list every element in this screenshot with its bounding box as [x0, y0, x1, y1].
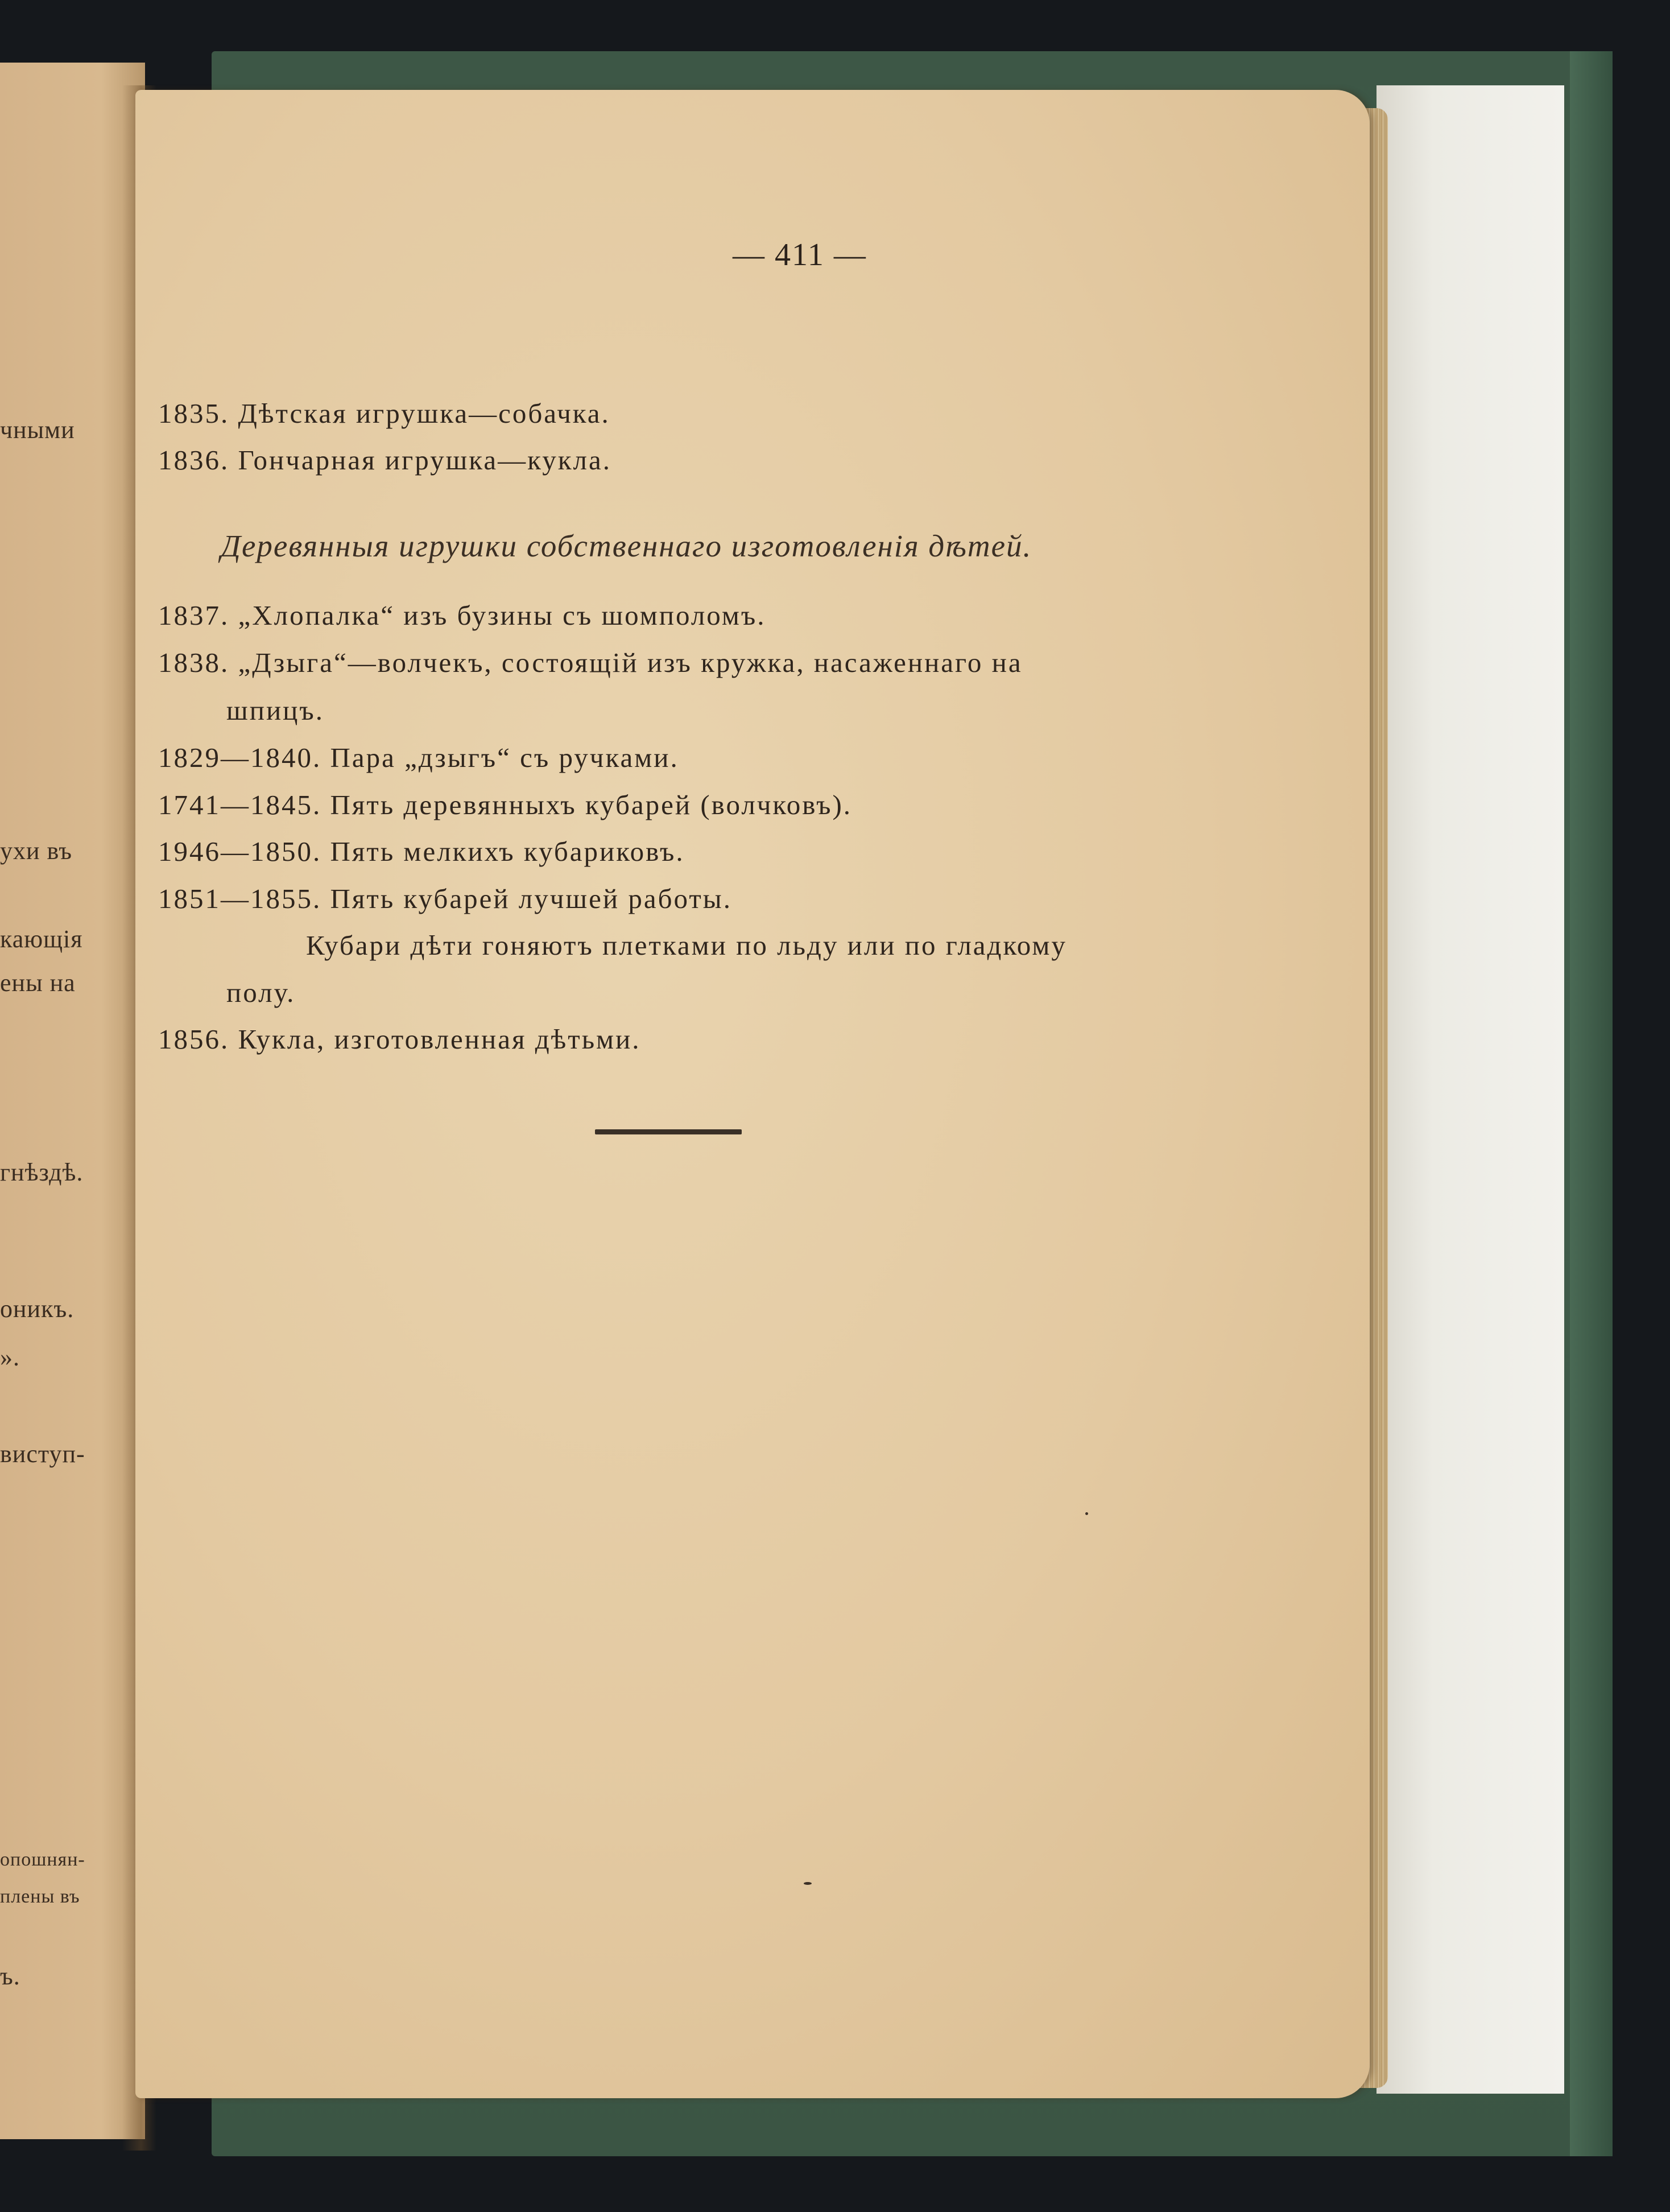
left-fragment: ».: [0, 1343, 20, 1371]
catalog-entry-1837: 1837. „Хлопалка“ изъ бузины съ шомполомъ.: [158, 600, 766, 631]
ink-speck: [1085, 1512, 1088, 1515]
catalog-entry-1839-1840: 1829—1840. Пара „дзыгъ“ съ ручками.: [158, 742, 679, 773]
catalog-note: Кубари дѣти гоняютъ плетками по льду или по гладкому: [306, 930, 1067, 961]
page-number: — 411 —: [733, 237, 867, 273]
catalog-entry-1838-continued: шпицъ.: [226, 695, 324, 726]
ink-speck: [804, 1882, 812, 1885]
catalog-entry-1836: 1836. Гончарная игрушка—кукла.: [158, 444, 611, 476]
left-fragment: плены въ: [0, 1886, 80, 1907]
catalog-entry-1851-1855: 1851—1855. Пять кубарей лучшей работы.: [158, 883, 732, 914]
left-page-text: [0, 63, 91, 2139]
closing-rule: [595, 1129, 742, 1134]
catalog-entry-1835: 1835. Дѣтская игрушка—собачка.: [158, 398, 610, 429]
left-fragment: виступ-: [0, 1440, 85, 1468]
catalog-entry-1856: 1856. Кукла, изготовленная дѣтьми.: [158, 1024, 641, 1055]
catalog-entry-1838: 1838. „Дзыга“—волчекъ, состоящій изъ кружка, насаженнаго на: [158, 647, 1023, 678]
catalog-note-continued: полу.: [226, 977, 296, 1008]
book-page: [135, 90, 1370, 2098]
backing-sheet: [1376, 85, 1564, 2094]
catalog-entry-1846-1850: 1946—1850. Пять мелкихъ кубариковъ.: [158, 836, 685, 867]
left-fragment: ъ.: [0, 1962, 20, 1990]
left-fragment: ухи въ: [0, 837, 72, 865]
catalog-entry-1841-1845: 1741—1845. Пять деревянныхъ кубарей (волчковъ).: [158, 789, 853, 820]
left-fragment: опошнян-: [0, 1849, 85, 1870]
section-heading: Деревянныя игрушки собственнаго изготовленія дѣтей.: [221, 529, 1032, 563]
left-fragment: чными: [0, 416, 75, 444]
left-fragment: ены на: [0, 969, 76, 997]
left-fragment: кающія: [0, 925, 83, 953]
left-fragment: оникъ.: [0, 1295, 75, 1323]
cover-edge: [1570, 51, 1613, 2156]
left-fragment: гнѣздѣ.: [0, 1158, 84, 1186]
